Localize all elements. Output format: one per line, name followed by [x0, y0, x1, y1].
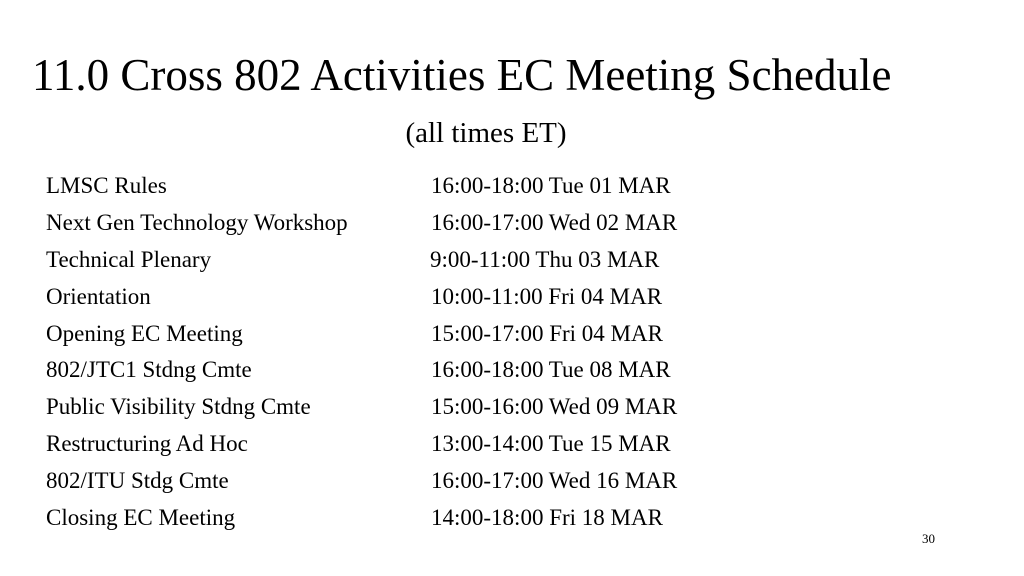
- schedule-list: [46, 171, 766, 540]
- activity-name: 802/ITU Stdg Cmte: [46, 468, 229, 494]
- schedule-row: [46, 466, 766, 503]
- activity-time: 14:00-18:00 Fri 18 MAR: [431, 505, 663, 531]
- activity-time: 13:00-14:00 Tue 15 MAR: [431, 431, 671, 457]
- activity-time: 15:00-16:00 Wed 09 MAR: [431, 394, 678, 420]
- activity-time: 16:00-17:00 Wed 02 MAR: [431, 209, 678, 235]
- activity-name: Public Visibility Stdng Cmte: [46, 394, 311, 420]
- schedule-row: [46, 392, 766, 429]
- schedule-row: [46, 171, 766, 208]
- activity-time: 16:00-18:00 Tue 08 MAR: [431, 357, 671, 383]
- schedule-row: [46, 208, 766, 245]
- slide-subtitle: (all times ET): [405, 117, 567, 149]
- activity-name: Next Gen Technology Workshop: [46, 209, 348, 235]
- activity-time: 16:00-18:00 Tue 01 MAR: [431, 173, 671, 198]
- slide-title: 11.0 Cross 802 Activities EC Meeting Schedule: [32, 50, 892, 100]
- activity-name: Restructuring Ad Hoc: [46, 431, 248, 457]
- activity-name: Opening EC Meeting: [46, 320, 243, 346]
- schedule-row: [46, 503, 766, 540]
- schedule-row: [46, 245, 766, 282]
- activity-name: Orientation: [46, 283, 151, 309]
- schedule-row: [46, 319, 766, 356]
- schedule-row: [46, 355, 766, 392]
- activity-time: 16:00-17:00 Wed 16 MAR: [431, 468, 678, 494]
- activity-name: LMSC Rules: [46, 173, 167, 198]
- page-number: 30: [922, 531, 935, 546]
- schedule-row: [46, 429, 766, 466]
- activity-time: 15:00-17:00 Fri 04 MAR: [431, 320, 663, 346]
- activity-name: 802/JTC1 Stdng Cmte: [46, 357, 252, 383]
- activity-name: Closing EC Meeting: [46, 505, 236, 531]
- activity-name: Technical Plenary: [46, 246, 212, 272]
- schedule-row: [46, 282, 766, 319]
- activity-time: 10:00-11:00 Fri 04 MAR: [431, 283, 663, 309]
- activity-time: 9:00-11:00 Thu 03 MAR: [430, 246, 660, 272]
